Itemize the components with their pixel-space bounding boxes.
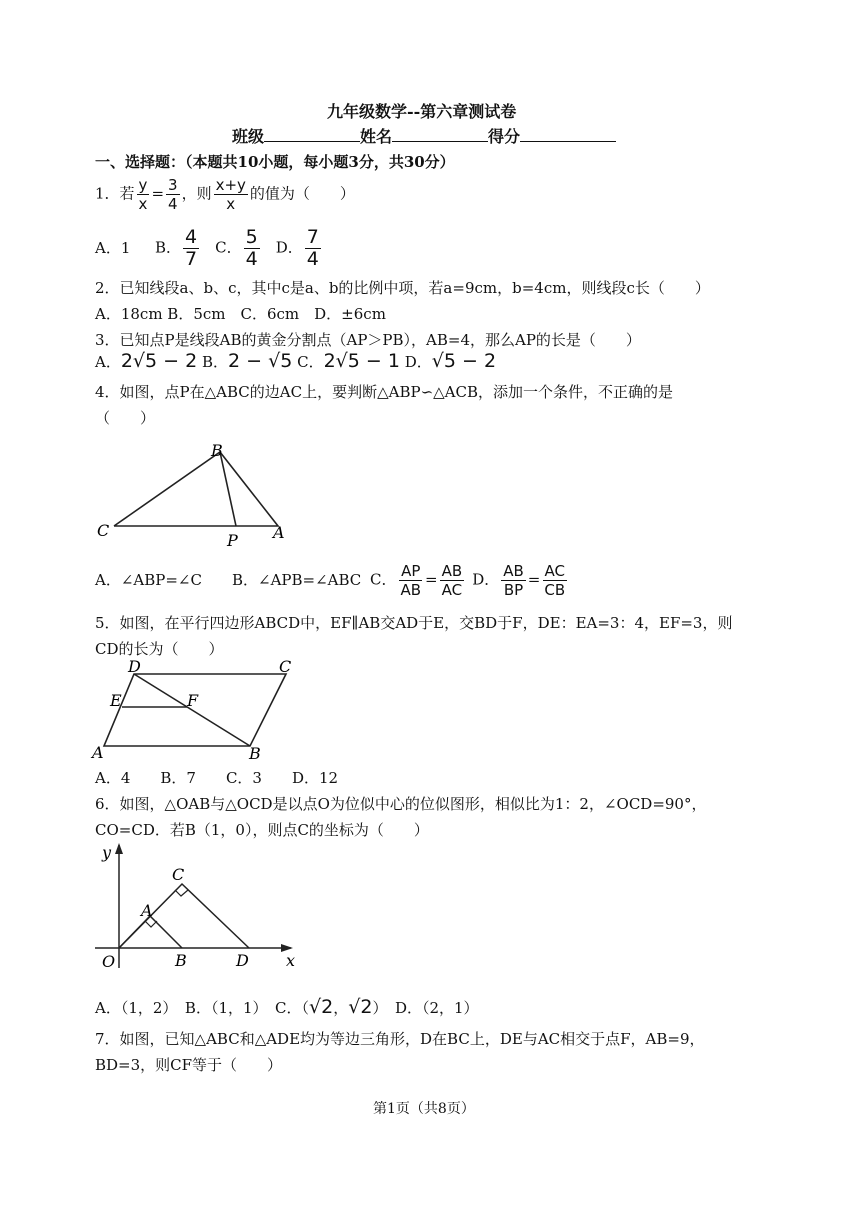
- q6-option-c-rad2: √2: [348, 996, 373, 1018]
- q4-option-d-frac2: $\frac{AC}{CB}$: [544, 562, 566, 599]
- question-1: 1．若 $\frac{y}{x}$ = $\frac{3}{4}$ ，则 $\frac{x+y}{x}$ 的值为（ ）: [95, 176, 355, 213]
- q1-option-c-frac: $\frac{5}{4}$: [245, 226, 258, 270]
- q6-options-ab: A．（1，2） B．（1，1） C．（: [95, 999, 310, 1017]
- page-footer: 第1页（共8页）: [373, 1101, 475, 1117]
- q1-option-b-frac: $\frac{4}{7}$: [185, 226, 198, 270]
- class-blank: [264, 126, 360, 142]
- q5-parallelogram-figure: [90, 658, 300, 762]
- q6-option-c-rad1: √2: [309, 996, 334, 1018]
- q4-label-p: P: [227, 531, 238, 550]
- q4-label-b: B: [211, 441, 223, 460]
- question-5-cont: CD的长为（ ）: [95, 640, 224, 658]
- question-6: 6．如图，△OAB与△OCD是以点O为位似中心的位似图形，相似比为1：2，∠OCD=90°，: [95, 795, 707, 813]
- q6-label-b: B: [175, 951, 187, 970]
- q4-option-c-frac2: $\frac{AB}{AC}$: [441, 562, 463, 599]
- class-label: 班级: [232, 127, 265, 146]
- name-blank: [392, 126, 488, 142]
- q6-label-y: y: [102, 843, 112, 862]
- q3-option-b: B．: [202, 353, 229, 371]
- section-heading: 一、选择题：（本题共10小题，每小题3分，共30分）: [95, 153, 455, 171]
- q1-option-b: B．: [155, 238, 182, 257]
- q5-label-b: B: [249, 744, 261, 762]
- q4-option-a: A．∠ABP=∠C: [95, 570, 202, 589]
- q6-coordinate-figure: [95, 840, 305, 975]
- q6-label-a: A: [141, 901, 153, 920]
- q1-options: [95, 227, 323, 270]
- q6-label-o: O: [102, 952, 116, 971]
- q3-option-a-val: 2√5 − 2: [120, 350, 198, 372]
- question-2: 2．已知线段a、b、c，其中c是a、b的比例中项，若a=9cm，b=4cm，则线段c长（ ）: [95, 279, 710, 297]
- q4-option-c: C．: [370, 570, 397, 589]
- page-title: 九年级数学--第六章测试卷: [327, 102, 517, 121]
- question-7: 7．如图，已知△ABC和△ADE均为等边三角形，D在BC上，DE与AC相交于点F，AB=9，: [95, 1030, 705, 1048]
- q1-prefix: 1．若: [95, 184, 135, 203]
- q6-options: [95, 996, 479, 1018]
- q1-fraction-y-x: $\frac{y}{x}$: [138, 176, 148, 213]
- q4-label-c: C: [97, 521, 110, 540]
- q3-option-b-val: 2 − √5: [228, 350, 293, 372]
- question-7-cont: BD=3，则CF等于（ ）: [95, 1056, 283, 1074]
- q4-option-d: D．: [472, 570, 500, 589]
- q5-label-f: F: [187, 691, 199, 710]
- q6-options-d: ） D．（2，1）: [372, 999, 479, 1017]
- q4-option-c-frac1: $\frac{AP}{AB}$: [400, 562, 422, 599]
- question-4: 4．如图，点P在△ABC的边AC上，要判断△ABP∽△ACB，添加一个条件，不正确的是: [95, 383, 674, 401]
- q4-options: A．∠ABP=∠C B．∠APB=∠ABC C． $\frac{AP}{AB}$ = $\frac{AB}{AC}$ D． $\frac{AB}{BP}$ = $\frac{AC}{CB}$: [95, 562, 566, 599]
- q4-label-a: A: [273, 523, 285, 542]
- q3-option-d-val: √5 − 2: [431, 350, 497, 372]
- question-4-cont: （ ）: [95, 409, 156, 427]
- q1-option-a: A．1: [95, 238, 131, 257]
- q1-option-c: C．: [215, 238, 242, 257]
- q3-options: [95, 350, 496, 372]
- q5-label-a: A: [92, 743, 104, 762]
- q3-option-c-val: 2√5 − 1: [323, 350, 400, 372]
- question-3: 3．已知点P是线段AB的黄金分割点（AP＞PB），AB=4，那么AP的长是（ ）: [95, 331, 641, 349]
- q5-label-d: D: [128, 658, 141, 676]
- q6-label-c: C: [172, 865, 185, 884]
- q6-option-c-mid: ，: [333, 999, 349, 1017]
- score-label: 得分: [488, 127, 521, 146]
- score-blank: [520, 126, 616, 142]
- q4-option-b: B．∠APB=∠ABC: [232, 570, 362, 589]
- q3-option-a: A．: [95, 353, 121, 371]
- q5-options: A．4 B．7 C．3 D．12: [95, 769, 339, 787]
- q5-label-c: C: [279, 658, 292, 676]
- q2-options: A．18cm B．5cm C．6cm D．±6cm: [95, 305, 386, 323]
- q1-option-d: D．: [275, 238, 303, 257]
- name-label: 姓名: [360, 127, 393, 146]
- q4-triangle-figure: [92, 438, 292, 550]
- q6-label-d: D: [236, 951, 249, 970]
- q3-option-c: C．: [297, 353, 324, 371]
- q1-option-d-frac: $\frac{7}{4}$: [306, 226, 319, 270]
- q1-fraction-xy-x: $\frac{x+y}{x}$: [215, 176, 246, 213]
- q3-option-d: D．: [404, 353, 432, 371]
- question-6-cont: CO=CD．若B（1，0），则点C的坐标为（ ）: [95, 821, 429, 839]
- q5-label-e: E: [110, 691, 122, 710]
- q6-label-x: x: [286, 951, 296, 970]
- student-info-line: [232, 124, 616, 147]
- question-5: 5．如图，在平行四边形ABCD中，EF∥AB交AD于E，交BD于F，DE：EA=3：4，EF=3，则: [95, 614, 733, 632]
- q1-fraction-3-4: $\frac{3}{4}$: [168, 176, 178, 213]
- q4-option-d-frac1: $\frac{AB}{BP}$: [503, 562, 524, 599]
